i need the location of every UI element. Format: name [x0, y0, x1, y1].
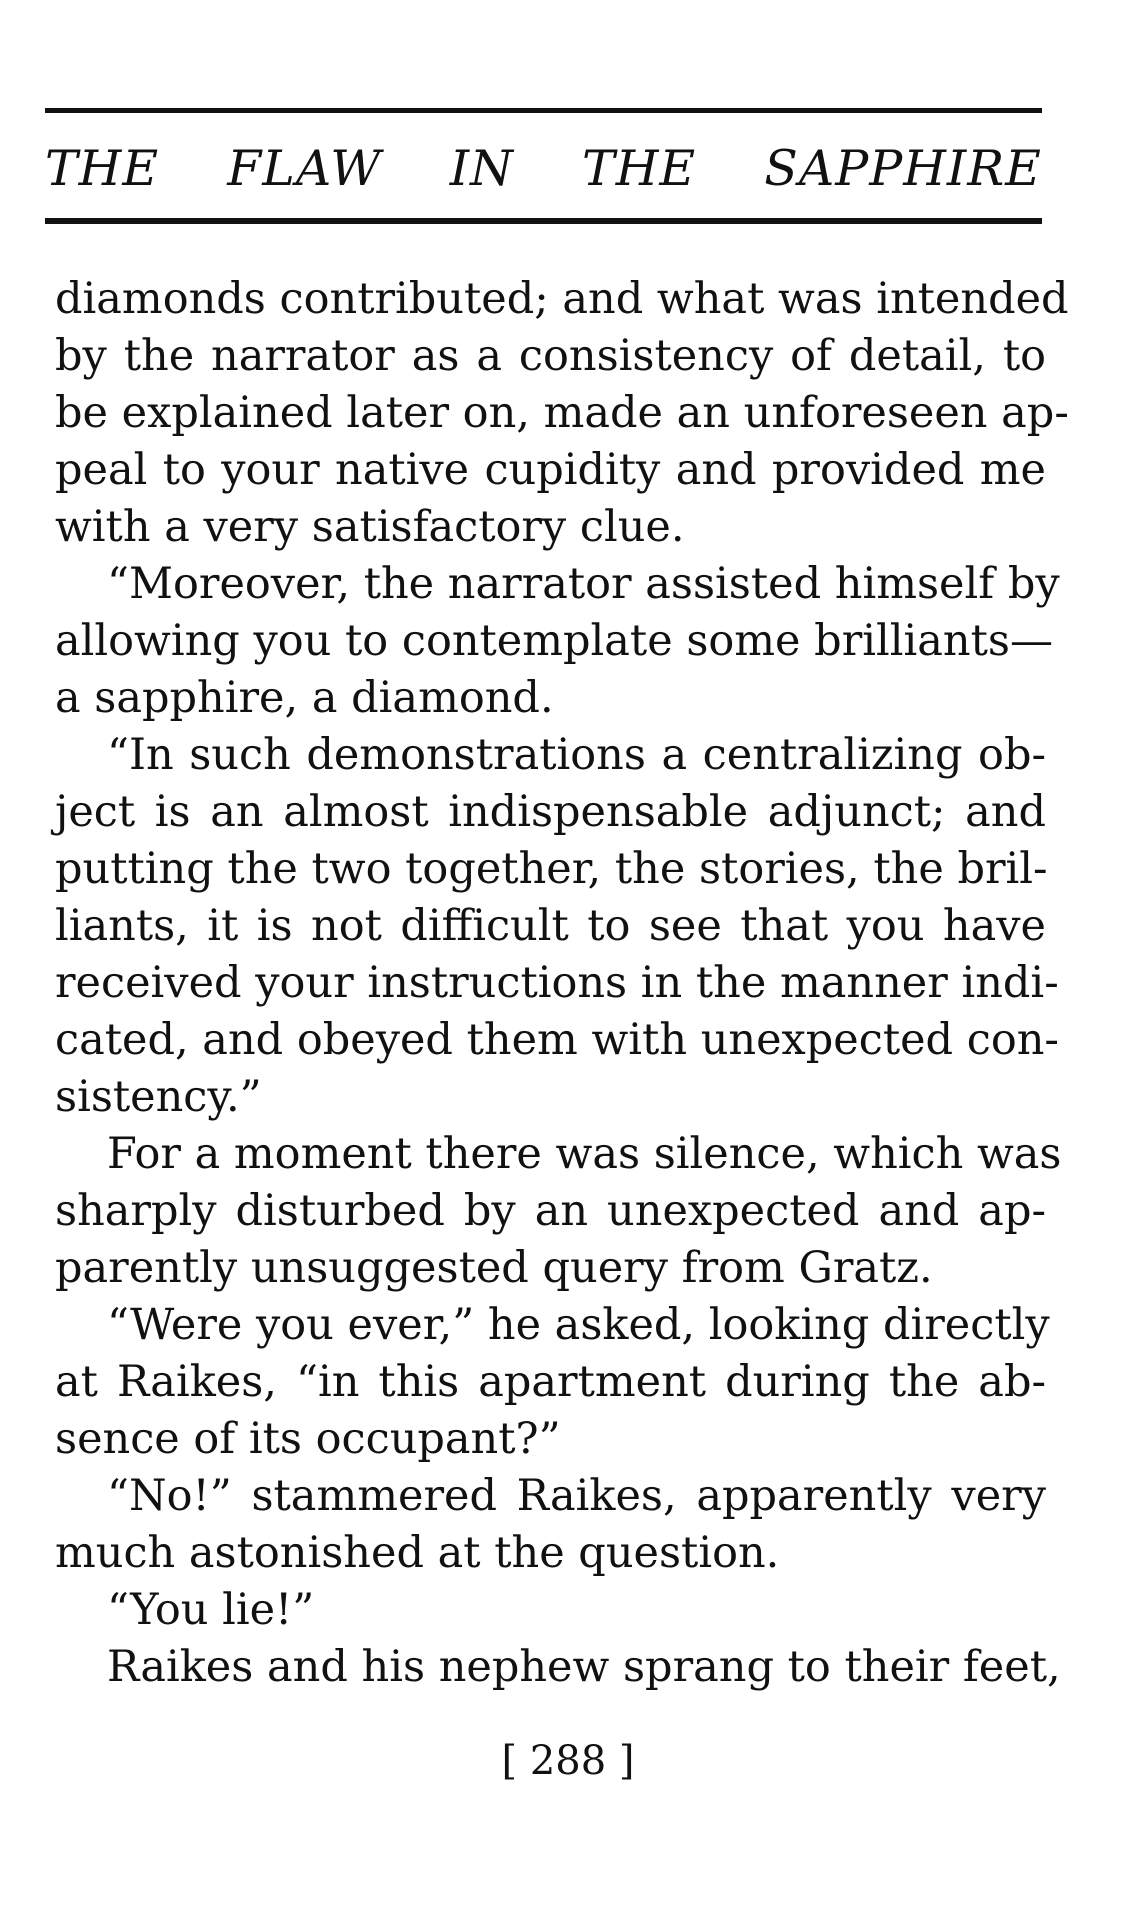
text-line: diamonds contributed; and what was intended [55, 274, 1069, 324]
text-line: peal to your native cupidity and provided me [55, 445, 1046, 495]
text-line: received your instructions in the manner indi- [55, 958, 1059, 1008]
text-line: ject is an almost indispensable adjunct; and [55, 787, 1046, 837]
text-line: allowing you to contemplate some brilliants— [55, 616, 1053, 666]
text-line: “In such demonstrations a centralizing ob- [107, 730, 1046, 780]
text-line: “Were you ever,” he asked, looking directly [107, 1300, 1050, 1350]
text-line: much astonished at the question. [55, 1528, 780, 1578]
running-head-word: FLAW [227, 139, 382, 197]
running-head-word: SAPPHIRE [764, 139, 1042, 197]
running-head [45, 136, 1042, 200]
text-line: sharply disturbed by an unexpected and ap- [55, 1186, 1046, 1236]
header-top-rule [45, 108, 1042, 113]
running-head-word: IN [449, 139, 514, 197]
text-line: parently unsuggested query from Gratz. [55, 1243, 933, 1293]
text-line: at Raikes, “in this apartment during the ab- [55, 1357, 1046, 1407]
text-line: liants, it is not difficult to see that you have [55, 901, 1046, 951]
running-head-word: THE [45, 139, 160, 197]
body-text [55, 271, 1069, 1696]
text-line: For a moment there was silence, which was [107, 1129, 1062, 1179]
text-line: sence of its occupant?” [55, 1414, 561, 1464]
running-head-word: THE [582, 139, 697, 197]
text-line: by the narrator as a consistency of detail, to [55, 331, 1046, 381]
text-line: “Moreover, the narrator assisted himself by [107, 559, 1060, 609]
text-line: sistency.” [55, 1072, 262, 1122]
text-line: putting the two together, the stories, the bril- [55, 844, 1048, 894]
text-line: be explained later on, made an unforeseen ap- [55, 388, 1069, 438]
text-line: with a very satisfactory clue. [55, 502, 685, 552]
text-line: a sapphire, a diamond. [55, 673, 554, 723]
header-bottom-rule [45, 218, 1042, 224]
text-line: “No!” stammered Raikes, apparently very [107, 1471, 1046, 1521]
text-line: cated, and obeyed them with unexpected con- [55, 1015, 1059, 1065]
page-number: [ 288 ] [501, 1738, 635, 1784]
text-line: “You lie!” [107, 1585, 315, 1635]
text-line: Raikes and his nephew sprang to their feet, [107, 1642, 1061, 1692]
